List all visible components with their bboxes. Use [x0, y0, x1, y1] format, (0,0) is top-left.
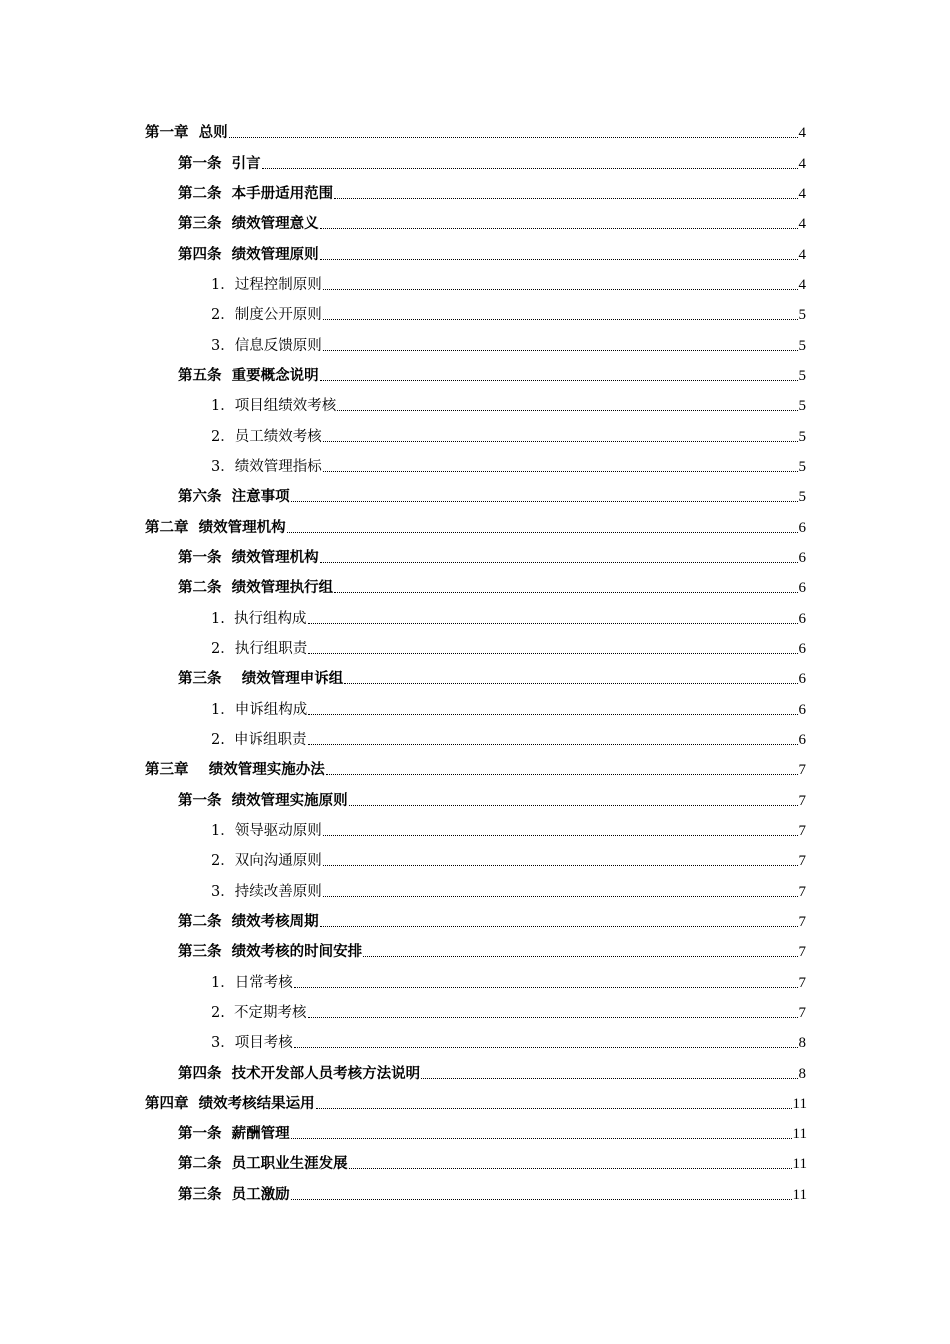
toc-entry-page-number: 4 — [798, 185, 806, 202]
toc-entry[interactable] — [0, 481, 950, 511]
toc-entry-title: 第四章 绩效考核结果运用 — [145, 1094, 315, 1112]
toc-entry[interactable] — [0, 117, 950, 147]
toc-entry[interactable] — [0, 663, 950, 693]
toc-entry-page-number: 7 — [798, 1004, 806, 1021]
toc-entry-title: 2．员工绩效考核 — [211, 428, 322, 445]
toc-entry-page-number: 7 — [798, 944, 806, 961]
toc-entry[interactable] — [0, 602, 950, 632]
toc-entry-page-number: 5 — [798, 489, 806, 506]
toc-entry-title: 第一条 薪酬管理 — [178, 1125, 290, 1143]
toc-entry-page-number: 8 — [798, 1035, 806, 1052]
toc-dot-leader — [316, 1108, 792, 1109]
toc-dot-leader — [326, 774, 798, 775]
toc-entry[interactable] — [0, 633, 950, 663]
toc-entry-page-number: 7 — [798, 762, 806, 779]
toc-entry-title: 第一条 绩效管理机构 — [178, 548, 319, 566]
toc-entry[interactable] — [0, 875, 950, 905]
toc-dot-leader — [291, 1138, 792, 1139]
toc-entry-page-number: 7 — [798, 883, 806, 900]
toc-entry[interactable] — [0, 329, 950, 359]
toc-entry-page-number: 8 — [798, 1065, 806, 1082]
toc-entry[interactable] — [0, 208, 950, 238]
toc-entry[interactable] — [0, 693, 950, 723]
toc-entry-page-number: 5 — [798, 337, 806, 354]
toc-entry[interactable] — [0, 269, 950, 299]
toc-entry-page-number: 4 — [798, 125, 806, 142]
toc-dot-leader — [323, 471, 798, 472]
toc-entry-title: 第一条 绩效管理实施原则 — [178, 791, 348, 809]
toc-entry-page-number: 6 — [798, 580, 806, 597]
toc-entry-title: 2. 申诉组职责 — [211, 731, 307, 748]
toc-dot-leader — [308, 623, 798, 624]
toc-entry[interactable] — [0, 1118, 950, 1148]
toc-entry-title: 第二条 本手册适用范围 — [178, 184, 334, 202]
toc-entry-page-number: 7 — [798, 974, 806, 991]
toc-entry-title: 第六条 注意事项 — [178, 488, 290, 506]
toc-entry[interactable] — [0, 966, 950, 996]
toc-entry-title: 第三条 绩效管理申诉组 — [178, 670, 344, 688]
toc-entry-page-number: 7 — [798, 853, 806, 870]
toc-entry-title: 第五条 重要概念说明 — [178, 366, 319, 384]
toc-entry-title: 3．信息反馈原则 — [211, 337, 322, 354]
toc-entry-title: 1．过程控制原则 — [211, 276, 322, 293]
toc-dot-leader — [323, 896, 798, 897]
toc-dot-leader — [308, 744, 798, 745]
toc-entry-page-number: 5 — [798, 398, 806, 415]
toc-entry-page-number: 5 — [798, 367, 806, 384]
toc-entry-title: 3．项目考核 — [211, 1035, 293, 1052]
toc-entry-page-number: 6 — [798, 549, 806, 566]
toc-dot-leader — [323, 835, 798, 836]
toc-entry[interactable] — [0, 1088, 950, 1118]
toc-entry[interactable] — [0, 997, 950, 1027]
toc-entry[interactable] — [0, 936, 950, 966]
toc-entry-title: 第二章 绩效管理机构 — [145, 518, 286, 536]
toc-entry-title: 第四条 技术开发部人员考核方法说明 — [178, 1064, 421, 1082]
toc-entry-title: 第三条 绩效考核的时间安排 — [178, 943, 363, 961]
toc-entry-page-number: 5 — [798, 428, 806, 445]
toc-entry-page-number: 6 — [798, 701, 806, 718]
toc-entry[interactable] — [0, 420, 950, 450]
toc-entry-title: 第二条 绩效考核周期 — [178, 912, 319, 930]
toc-entry[interactable] — [0, 390, 950, 420]
toc-entry[interactable] — [0, 1178, 950, 1208]
toc-dot-leader — [334, 592, 797, 593]
toc-dot-leader — [323, 865, 798, 866]
toc-entry[interactable] — [0, 572, 950, 602]
toc-dot-leader — [344, 683, 797, 684]
toc-entry[interactable] — [0, 178, 950, 208]
toc-entry[interactable] — [0, 1148, 950, 1178]
toc-entry-title: 第一章 总则 — [145, 124, 228, 142]
toc-entry[interactable] — [0, 724, 950, 754]
toc-entry-page-number: 6 — [798, 519, 806, 536]
toc-entry[interactable] — [0, 360, 950, 390]
toc-entry-page-number: 6 — [798, 731, 806, 748]
toc-entry-page-number: 6 — [798, 640, 806, 657]
toc-dot-leader — [291, 501, 798, 502]
toc-entry-title: 1．领导驱动原则 — [211, 822, 322, 839]
toc-entry[interactable] — [0, 542, 950, 572]
toc-dot-leader — [349, 1168, 792, 1169]
toc-entry-title: 1．日常考核 — [211, 974, 293, 991]
toc-entry-page-number: 11 — [792, 1126, 807, 1143]
toc-entry-page-number: 11 — [792, 1156, 807, 1173]
toc-dot-leader — [308, 714, 797, 715]
toc-entry-title: 2．双向沟通原则 — [211, 853, 322, 870]
toc-dot-leader — [337, 410, 797, 411]
toc-entry-title: 1．申诉组构成 — [211, 701, 308, 718]
toc-entry-title: 3．持续改善原则 — [211, 883, 322, 900]
toc-entry-title: 第四条 绩效管理原则 — [178, 245, 319, 263]
toc-entry-page-number: 4 — [798, 155, 806, 172]
toc-dot-leader — [320, 228, 798, 229]
toc-entry[interactable] — [0, 754, 950, 784]
toc-entry-page-number: 7 — [798, 913, 806, 930]
toc-entry-title: 第三条 员工激励 — [178, 1185, 290, 1203]
toc-entry-title: 2．制度公开原则 — [211, 307, 322, 324]
toc-entry-page-number: 7 — [798, 822, 806, 839]
toc-dot-leader — [421, 1078, 797, 1079]
toc-entry-page-number: 6 — [798, 610, 806, 627]
toc-entry-page-number: 11 — [792, 1186, 807, 1203]
toc-dot-leader — [308, 1017, 798, 1018]
toc-dot-leader — [294, 987, 798, 988]
toc-dot-leader — [323, 441, 798, 442]
toc-dot-leader — [320, 926, 798, 927]
toc-entry-title: 1．项目组绩效考核 — [211, 398, 337, 415]
toc-dot-leader — [287, 532, 798, 533]
toc-dot-leader — [323, 350, 798, 351]
toc-entry[interactable] — [0, 815, 950, 845]
toc-entry-page-number: 7 — [798, 792, 806, 809]
toc-dot-leader — [323, 289, 798, 290]
toc-dot-leader — [320, 562, 798, 563]
toc-entry-title: 1. 执行组构成 — [211, 610, 307, 627]
toc-entry[interactable] — [0, 845, 950, 875]
toc-entry[interactable] — [0, 511, 950, 541]
toc-entry-page-number: 4 — [798, 276, 806, 293]
toc-entry-page-number: 11 — [792, 1095, 807, 1112]
toc-entry-page-number: 6 — [798, 671, 806, 688]
toc-entry[interactable] — [0, 784, 950, 814]
toc-entry-page-number: 4 — [798, 246, 806, 263]
toc-dot-leader — [323, 319, 798, 320]
toc-entry[interactable] — [0, 1057, 950, 1087]
toc-entry-title: 第三章 绩效管理实施办法 — [145, 761, 325, 779]
toc-entry-title: 第一条 引言 — [178, 154, 261, 172]
toc-entry-page-number: 5 — [798, 307, 806, 324]
toc-dot-leader — [308, 653, 797, 654]
toc-entry[interactable] — [0, 299, 950, 329]
toc-entry[interactable] — [0, 1027, 950, 1057]
toc-dot-leader — [291, 1199, 792, 1200]
toc-entry-title: 第三条 绩效管理意义 — [178, 215, 319, 233]
table-of-contents — [0, 117, 950, 1209]
toc-dot-leader — [363, 956, 797, 957]
toc-dot-leader — [294, 1047, 798, 1048]
toc-dot-leader — [320, 380, 798, 381]
toc-entry[interactable] — [0, 238, 950, 268]
toc-entry-title: 第二条 员工职业生涯发展 — [178, 1155, 348, 1173]
toc-entry[interactable] — [0, 451, 950, 481]
toc-dot-leader — [262, 168, 798, 169]
toc-dot-leader — [320, 259, 798, 260]
toc-entry[interactable] — [0, 906, 950, 936]
toc-entry-page-number: 4 — [798, 216, 806, 233]
toc-entry-title: 第二条 绩效管理执行组 — [178, 579, 334, 597]
toc-entry-title: 2. 不定期考核 — [211, 1004, 307, 1021]
toc-entry[interactable] — [0, 147, 950, 177]
toc-entry-page-number: 5 — [798, 458, 806, 475]
toc-dot-leader — [229, 137, 798, 138]
toc-dot-leader — [334, 198, 797, 199]
toc-dot-leader — [349, 805, 798, 806]
toc-entry-title: 3．绩效管理指标 — [211, 458, 322, 475]
toc-entry-title: 2．执行组职责 — [211, 640, 308, 657]
